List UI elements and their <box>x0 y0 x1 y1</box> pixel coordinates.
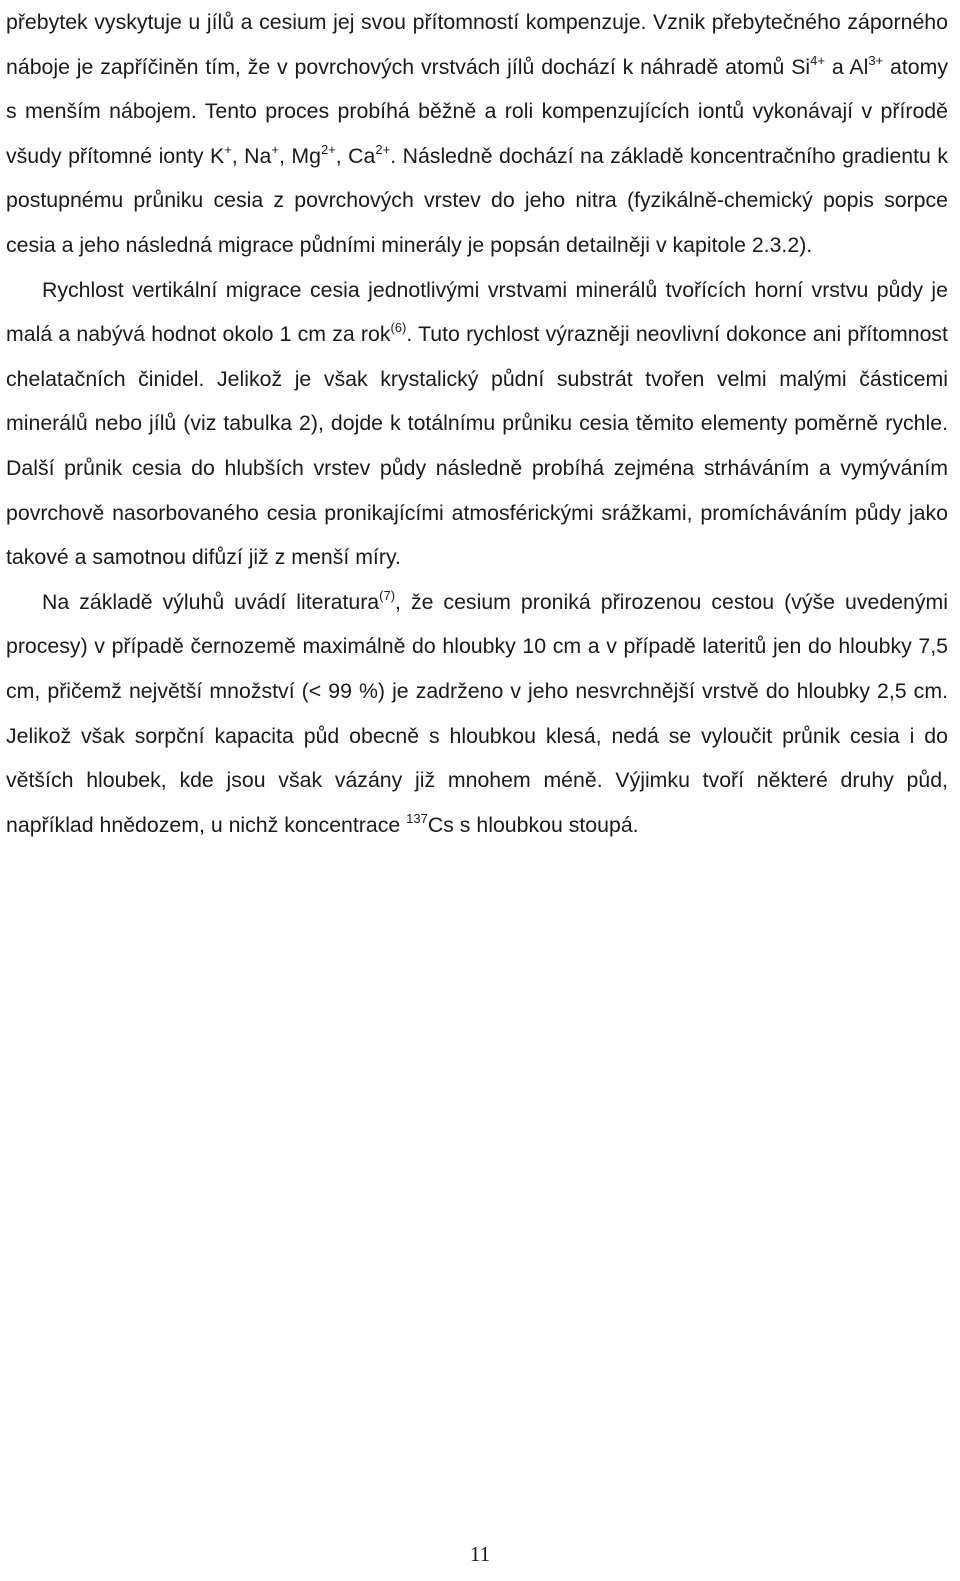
paragraph-vertical-migration <box>6 268 948 580</box>
paragraph-cesium-sorption <box>6 0 948 268</box>
superscript: (6) <box>390 320 407 336</box>
superscript: + <box>224 141 232 157</box>
text-run: Rychlost vertikální migrace cesia jednotlivými vrstvami minerálů tvořících horní vrstvu půdy je malá a nabývá hodnot okolo 1 cm za rok <box>6 277 948 347</box>
superscript: 2+ <box>320 141 336 157</box>
text-run: atomy s menším nábojem. Tento proces probíhá běžně a roli kompenzujících iontů vykonávají v přírodě všudy přítomné ionty K <box>6 54 948 168</box>
page-number: 11 <box>469 1542 491 1566</box>
paragraph-penetration-depth <box>6 580 948 848</box>
text-run: Na základě výluhů uvádí literatura <box>42 589 380 614</box>
superscript: + <box>271 141 279 157</box>
superscript: 2+ <box>375 141 391 157</box>
text-run: , Ca <box>335 143 376 168</box>
text-run: a Al <box>824 54 869 79</box>
text-run: , Na <box>231 143 272 168</box>
text-run: , že cesium proniká přirozenou cestou (výše uvedenými procesy) v případě černozemě maximálně do hloubky 10 cm a v případě lateritů jen do hloubky 7,5 cm, přičemž největší množství (< 99 %) je zadrženo v jeho nesvrchnější vrstvě do hloubky 2,5 cm. Jelikož však sorpční kapacita půd obecně s hloubkou klesá, nedá se vyloučit průnik cesia i do větších hloubek, kde jsou však vázány již mnohem méně. Výjimku tvoří některé druhy půd, například hnědozem, u nichž koncentrace <box>6 589 948 837</box>
text-run: , Mg <box>279 143 321 168</box>
superscript: 4+ <box>810 52 825 68</box>
superscript: 3+ <box>868 52 884 68</box>
superscript: 137 <box>406 810 428 826</box>
text-run: přebytek vyskytuje u jílů a cesium jej svou přítomností kompenzuje. Vznik přebytečného záporného náboje je zapříčiněn tím, že v povrchových vrstvách jílů dochází k náhradě atomů Si <box>6 10 948 79</box>
text-run: . Tuto rychlost výrazněji neovlivní dokonce ani přítomnost chelatačních činidel. Jelikož je však krystalický půdní substrát tvořen velmi malými částicemi minerálů nebo jílů (viz tabulka 2), dojde k totálnímu průniku cesia těmito elementy poměrně rychle. Další průnik cesia do hlubších vrstev půdy následně probíhá zejména strháváním a vymýváním povrchově nasorbovaného cesia pronikajícími atmosférickými srážkami, promícháváním půdy jako takové a samotnou difůzí již z menší míry. <box>6 322 948 570</box>
body-text <box>6 0 948 847</box>
superscript: (7) <box>379 587 396 603</box>
text-run: . Následně dochází na základě koncentračního gradientu k postupnému průniku cesia z povrchových vrstev do jeho nitra (fyzikálně-chemický popis sorpce cesia a jeho následná migrace půdními minerály je popsán detailněji v kapitole 2.3.2). <box>6 143 948 257</box>
text-run: Cs s hloubkou stoupá. <box>427 812 639 837</box>
